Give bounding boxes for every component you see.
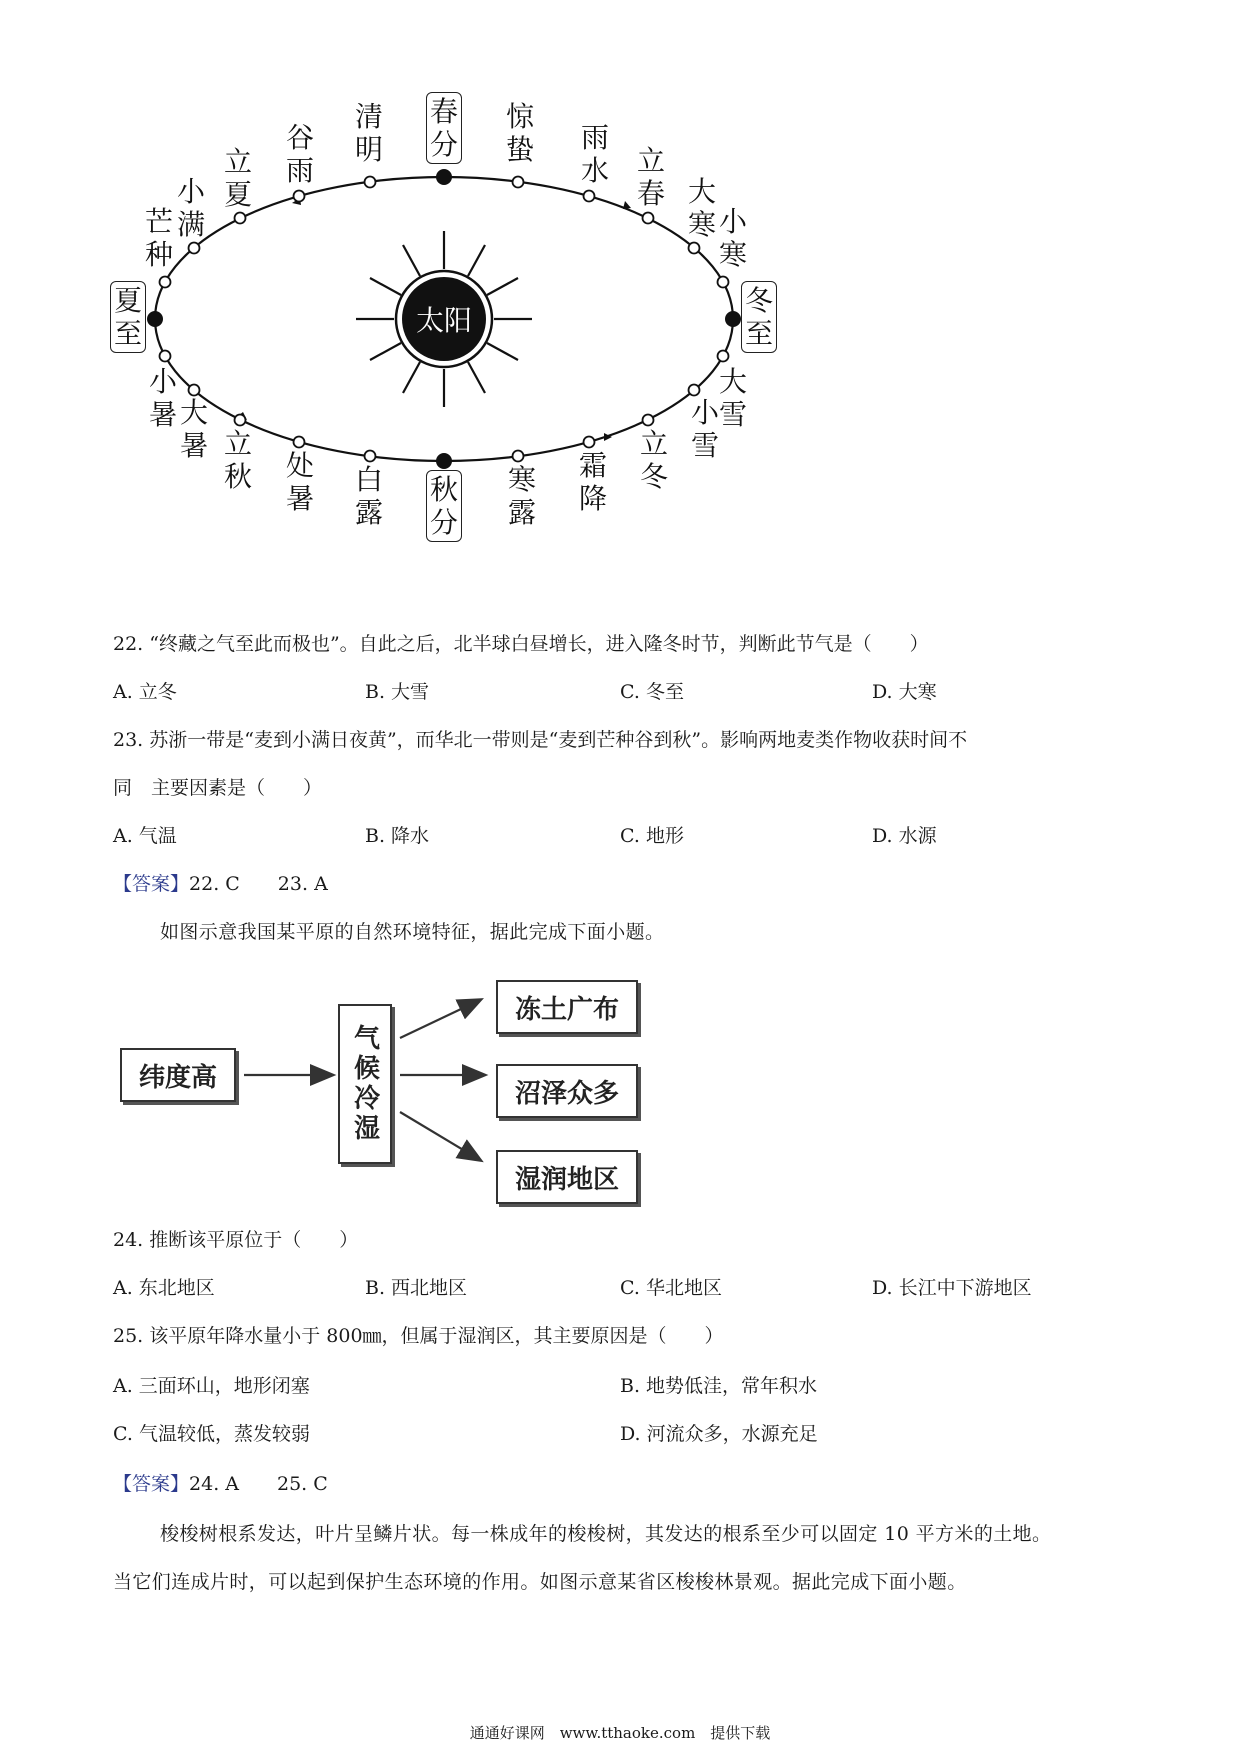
term-lichun: 立春 [636,144,665,210]
orbit-svg [0,0,1240,620]
q22-option-a: A. 立冬 [113,681,177,703]
intro-plain: 如图示意我国某平原的自然环境特征，据此完成下面小题。 [160,921,665,943]
flow-box-out3: 湿润地区 [496,1150,638,1204]
flow-box-out1: 冻土广布 [496,980,638,1034]
term-xiaoshu: 小暑 [148,365,177,431]
term-hanlu: 寒露 [507,463,536,529]
q24-option-a: A. 东北地区 [113,1277,215,1299]
orbit-arrow-top-right [623,201,631,209]
point-bailu [365,451,376,462]
answer-22-23 [113,872,328,896]
point-yushui [584,191,595,202]
term-xiazhi: 夏至 [110,281,146,353]
term-lixia: 立夏 [223,145,252,211]
question-23-line1: 23. 苏浙一带是“麦到小满日夜黄”，而华北一带则是“麦到芒种谷到秋”。影响两地麦类作物收获时间不 [113,729,968,751]
point-hanlu [513,451,524,462]
answer-24-25 [113,1472,328,1496]
q25-option-c: C. 气温较低，蒸发较弱 [113,1423,310,1445]
point-xiaoxue [689,385,700,396]
flow-box-middle: 气候冷湿 [338,1004,392,1164]
arrow-middle-to-out1 [400,1000,480,1038]
term-yushui: 雨水 [580,121,609,187]
point-xiaoshu [160,351,171,362]
page-footer: 通通好课网 www.tthaoke.com 提供下载 [469,1724,771,1742]
term-guyu: 谷雨 [285,121,314,187]
q24-option-d: D. 长江中下游地区 [872,1277,1032,1299]
term-liqiu: 立秋 [223,427,252,493]
term-dashu: 大暑 [179,396,208,462]
answer-text: 22. C 23. A [189,873,328,895]
q23-option-d: D. 水源 [872,825,937,847]
term-dongzhi: 冬至 [741,281,777,353]
point-guyu [294,191,305,202]
term-daxue: 大雪 [718,365,747,431]
q23-option-b: B. 降水 [365,825,430,847]
q22-option-d: D. 大寒 [872,681,937,703]
term-chunfen: 春分 [426,92,462,164]
term-xiaoxue: 小雪 [690,396,719,462]
point-dongzhi [725,311,741,327]
q24-option-b: B. 西北地区 [365,1277,468,1299]
point-lichun [643,213,654,224]
point-shuangjiang [584,437,595,448]
point-mangzhong [160,277,171,288]
term-jingzhe: 惊蛰 [505,100,534,166]
point-dahan [689,243,700,254]
point-xiaohan [718,277,729,288]
point-liqiu [235,415,246,426]
point-xiaoman [189,243,200,254]
q25-option-d: D. 河流众多，水源充足 [620,1423,818,1445]
term-mangzhong: 芒种 [144,205,173,271]
answer-text: 24. A 25. C [189,1473,328,1495]
q25-option-a: A. 三面环山，地形闭塞 [113,1375,310,1397]
point-jingzhe [513,177,524,188]
point-chushu [294,437,305,448]
q22-option-b: B. 大雪 [365,681,430,703]
flow-box-start: 纬度高 [120,1048,236,1102]
answer-tag: 【答案】 [113,1473,190,1495]
point-chunfen [436,169,452,185]
question-23-line2: 同 主要因素是（ ） [113,777,323,799]
term-lidong: 立冬 [639,427,668,493]
point-qingming [365,177,376,188]
sun-label: 太阳 [415,304,473,337]
q22-option-c: C. 冬至 [620,681,684,703]
point-qiufen [436,453,452,469]
q24-option-c: C. 华北地区 [620,1277,722,1299]
answer-tag: 【答案】 [113,873,190,895]
term-xiaohan: 小寒 [718,205,747,271]
term-chushu: 处暑 [285,449,314,515]
flow-box-out2: 沼泽众多 [496,1064,638,1118]
point-daxue [718,351,729,362]
point-lixia [235,213,246,224]
paragraph-saxaul-line2: 当它们连成片时，可以起到保护生态环境的作用。如图示意某省区梭梭林景观。据此完成下面小题。 [113,1571,967,1593]
q23-option-a: A. 气温 [113,825,177,847]
question-25: 25. 该平原年降水量小于 800㎜，但属于湿润区，其主要原因是（ ） [113,1325,724,1347]
paragraph-saxaul-line1: 梭梭树根系发达，叶片呈鳞片状。每一株成年的梭梭树，其发达的根系至少可以固定 10 平方米的土地。 [160,1523,1052,1545]
term-xiaoman: 小满 [176,175,205,241]
point-dashu [189,385,200,396]
arrow-middle-to-out3 [400,1112,480,1160]
term-shuangjiang: 霜降 [578,449,607,515]
point-xiazhi [147,311,163,327]
question-22: 22. “终藏之气至此而极也”。自此之后，北半球白昼增长，进入隆冬时节，判断此节气是（ ） [113,633,929,655]
q25-option-b: B. 地势低洼，常年积水 [620,1375,818,1397]
term-qingming: 清明 [354,100,383,166]
question-24: 24. 推断该平原位于（ ） [113,1229,359,1251]
term-bailu: 白露 [354,463,383,529]
point-lidong [643,415,654,426]
term-dahan: 大寒 [687,175,716,241]
term-qiufen: 秋分 [426,470,462,542]
q23-option-c: C. 地形 [620,825,684,847]
